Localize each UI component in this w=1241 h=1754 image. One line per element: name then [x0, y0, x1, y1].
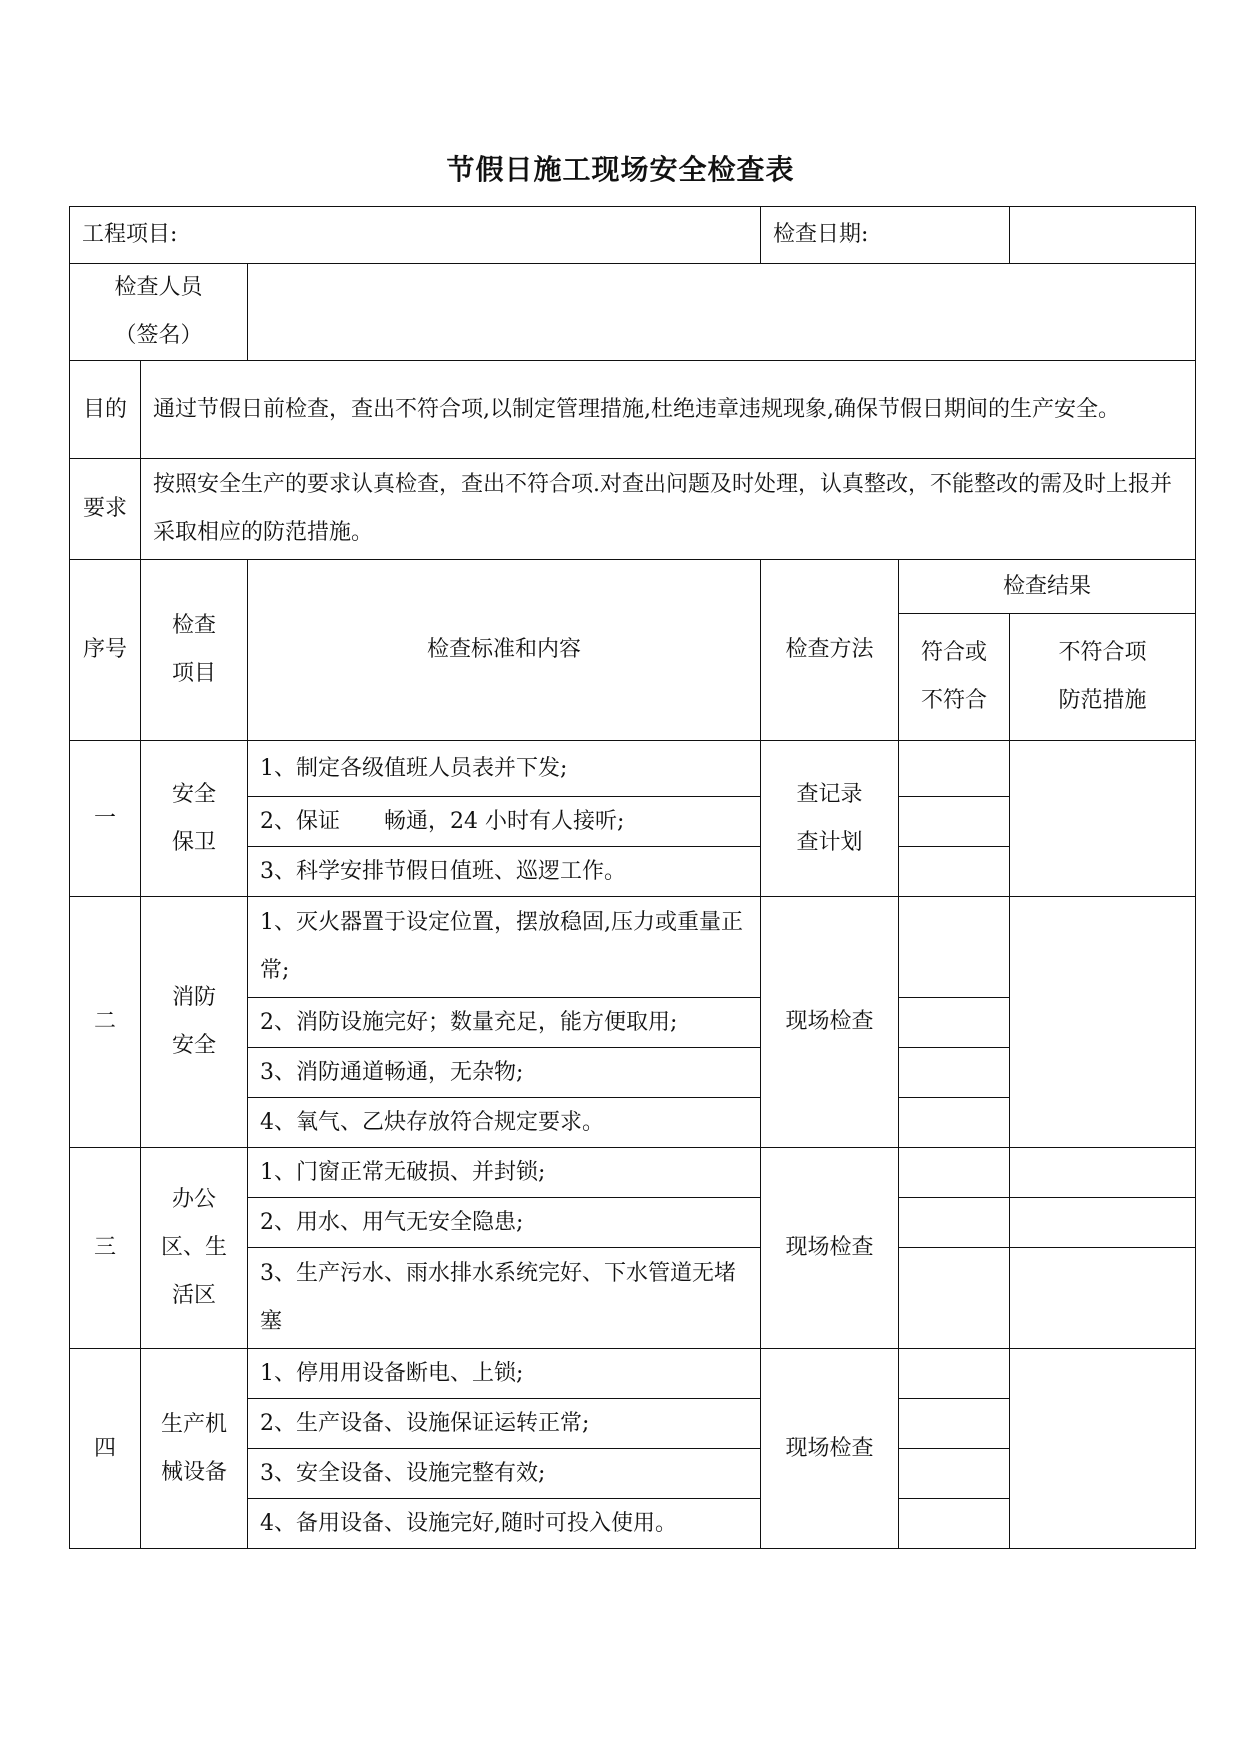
purpose-row [70, 361, 1196, 459]
section-item-line1: 办公 [171, 1187, 216, 1212]
col-seq: 序号 [70, 560, 141, 741]
date-value-field[interactable] [1010, 207, 1196, 264]
inspection-table [69, 206, 1196, 1549]
section-item-line2: 械设备 [160, 1459, 227, 1485]
check-method: 现场检查 [761, 1349, 899, 1549]
check-standard: 3、消防通道畅通，无杂物; [248, 1048, 761, 1098]
section-item [141, 1349, 248, 1549]
check-standard: 2、用水、用气无安全隐患; [248, 1198, 761, 1248]
check-method: 现场检查 [761, 1148, 899, 1349]
col-conform [899, 614, 1010, 741]
section-item-line2: 保卫 [171, 829, 216, 855]
conform-cell[interactable] [899, 1349, 1010, 1399]
section-item [141, 741, 248, 897]
date-label: 检查日期: [773, 222, 869, 247]
measure-cell[interactable] [1010, 1349, 1196, 1549]
section-seq: 一 [70, 741, 141, 897]
requirement-label: 要求 [70, 459, 141, 560]
check-standard: 2、消防设施完好；数量充足，能方便取用; [248, 998, 761, 1048]
col-item [141, 560, 248, 741]
check-method: 现场检查 [761, 897, 899, 1148]
check-standard: 1、门窗正常无破损、并封锁; [248, 1148, 761, 1198]
check-standard: 1、灭火器置于设定位置，摆放稳固,压力或重量正常; [248, 897, 761, 998]
check-standard: 1、停用用设备断电、上锁; [248, 1349, 761, 1399]
conform-cell[interactable] [899, 998, 1010, 1048]
conform-cell[interactable] [899, 741, 1010, 797]
purpose-label: 目的 [70, 361, 141, 459]
conform-cell[interactable] [899, 847, 1010, 897]
project-label: 工程项目: [82, 222, 178, 247]
table-row [70, 741, 1196, 797]
conform-cell[interactable] [899, 1248, 1010, 1349]
conform-cell[interactable] [899, 897, 1010, 998]
col-standard: 检查标准和内容 [248, 560, 761, 741]
measure-cell[interactable] [1010, 1148, 1196, 1198]
measure-cell[interactable] [1010, 897, 1196, 1148]
section-seq: 四 [70, 1349, 141, 1549]
col-conform-line1: 符合或 [921, 640, 988, 665]
measure-cell[interactable] [1010, 1198, 1196, 1248]
col-measure [1010, 614, 1196, 741]
check-standard: 1、制定各级值班人员表并下发; [248, 741, 761, 797]
check-standard: 3、科学安排节假日值班、巡逻工作。 [248, 847, 761, 897]
check-method-line2: 查计划 [796, 829, 863, 855]
section-item [141, 897, 248, 1148]
section-seq: 二 [70, 897, 141, 1148]
conform-cell[interactable] [899, 797, 1010, 847]
table-row [70, 1349, 1196, 1399]
measure-cell[interactable] [1010, 741, 1196, 897]
conform-cell[interactable] [899, 1148, 1010, 1198]
table-row [70, 1148, 1196, 1198]
section-item-line1: 消防 [171, 985, 216, 1010]
check-method-line1: 查记录 [796, 781, 863, 807]
section-item-line1: 安全 [171, 781, 216, 807]
date-label-cell [761, 207, 1010, 264]
inspector-label-line2: （签名） [114, 323, 203, 348]
conform-cell[interactable] [899, 1399, 1010, 1449]
conform-cell[interactable] [899, 1048, 1010, 1098]
header-row [70, 207, 1196, 264]
col-item-line1: 检查 [171, 613, 216, 638]
col-item-line2: 项目 [171, 661, 216, 686]
table-row [70, 897, 1196, 998]
check-standard: 3、生产污水、雨水排水系统完好、下水管道无堵塞 [248, 1248, 761, 1349]
section-item-line2: 区、生 [160, 1235, 227, 1260]
inspector-label-line1: 检查人员 [114, 275, 203, 300]
check-standard: 4、氧气、乙炔存放符合规定要求。 [248, 1098, 761, 1148]
section-item-line2: 安全 [171, 1033, 216, 1058]
section-item-line3: 活区 [171, 1283, 216, 1308]
measure-cell[interactable] [1010, 1248, 1196, 1349]
check-standard: 4、备用设备、设施完好,随时可投入使用。 [248, 1499, 761, 1549]
project-field[interactable] [70, 207, 761, 264]
col-method: 检查方法 [761, 560, 899, 741]
conform-cell[interactable] [899, 1499, 1010, 1549]
col-result: 检查结果 [899, 560, 1196, 614]
page-title: 节假日施工现场安全检查表 [446, 153, 795, 186]
check-standard: 3、安全设备、设施完整有效; [248, 1449, 761, 1499]
requirement-row [70, 459, 1196, 560]
section-seq: 三 [70, 1148, 141, 1349]
col-measure-line2: 防范措施 [1058, 688, 1147, 713]
section-item-line1: 生产机 [160, 1411, 227, 1437]
inspector-label [70, 264, 248, 361]
conform-cell[interactable] [899, 1098, 1010, 1148]
purpose-text: 通过节假日前检查，查出不符合项,以制定管理措施,杜绝违章违规现象,确保节假日期间的生产安全。 [141, 361, 1196, 459]
column-header-row [70, 560, 1196, 614]
inspector-row [70, 264, 1196, 361]
conform-cell[interactable] [899, 1449, 1010, 1499]
col-conform-line2: 不符合 [921, 688, 988, 713]
requirement-text: 按照安全生产的要求认真检查，查出不符合项.对查出问题及时处理，认真整改，不能整改的需及时上报并采取相应的防范措施。 [141, 459, 1196, 560]
check-standard: 2、生产设备、设施保证运转正常; [248, 1399, 761, 1449]
section-item [141, 1148, 248, 1349]
inspector-signature-field[interactable] [248, 264, 1196, 361]
col-measure-line1: 不符合项 [1058, 640, 1147, 665]
conform-cell[interactable] [899, 1198, 1010, 1248]
check-method [761, 741, 899, 897]
check-standard: 2、保证 畅通，24 小时有人接听; [248, 797, 761, 847]
